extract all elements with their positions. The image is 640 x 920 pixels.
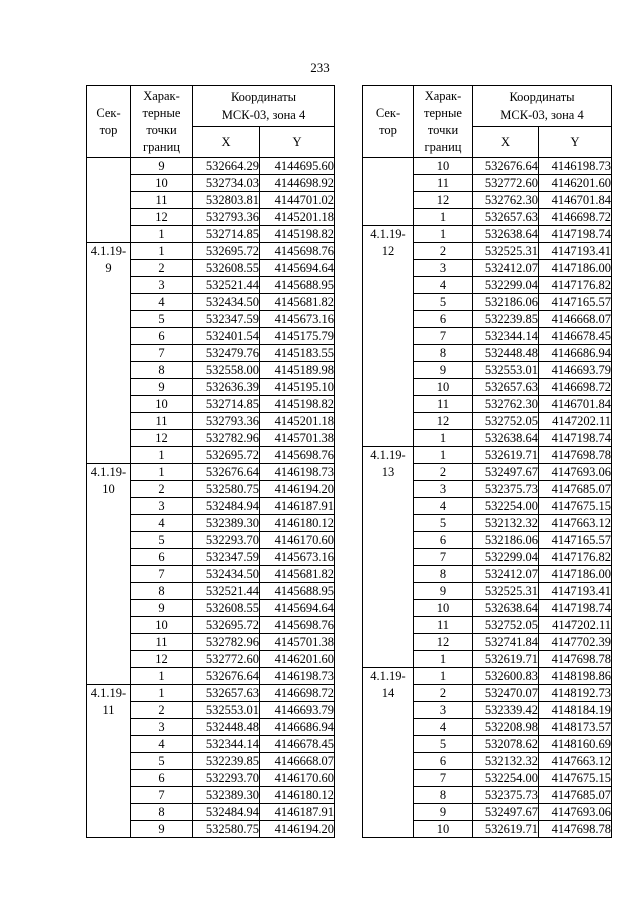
- point-number-cell: 11: [131, 413, 193, 430]
- sector-cell: [363, 226, 414, 447]
- y-coordinate-cell: 4146187.91: [260, 498, 335, 515]
- y-coordinate-cell: 4147193.41: [539, 583, 612, 600]
- point-number-cell: 11: [414, 175, 473, 192]
- x-coordinate-cell: 532695.72: [193, 447, 260, 464]
- y-coordinate-cell: 4147198.74: [539, 600, 612, 617]
- x-coordinate-cell: 532347.59: [193, 311, 260, 328]
- point-number-cell: 8: [131, 362, 193, 379]
- y-coordinate-cell: 4146693.79: [260, 702, 335, 719]
- sector-number: 11: [102, 703, 115, 717]
- coordinates-table-left: [86, 85, 335, 838]
- x-coordinate-cell: 532132.32: [473, 515, 539, 532]
- y-coordinate-cell: 4147698.78: [539, 447, 612, 464]
- x-coordinate-cell: 532608.55: [193, 260, 260, 277]
- point-number-cell: 2: [131, 260, 193, 277]
- y-coordinate-cell: 4147685.07: [539, 481, 612, 498]
- x-coordinate-cell: 532762.30: [473, 192, 539, 209]
- sector-number: 9: [105, 261, 112, 275]
- point-number-cell: 11: [131, 192, 193, 209]
- point-number-cell: 1: [414, 226, 473, 243]
- coordinates-table-right: [362, 85, 612, 838]
- x-coordinate-cell: 532782.96: [193, 634, 260, 651]
- y-coordinate-cell: 4146668.07: [539, 311, 612, 328]
- y-coordinate-cell: 4145175.79: [260, 328, 335, 345]
- x-coordinate-cell: 532782.96: [193, 430, 260, 447]
- x-coordinate-cell: 532580.75: [193, 821, 260, 838]
- y-coordinate-cell: 4146198.73: [260, 464, 335, 481]
- x-coordinate-cell: 532299.04: [473, 549, 539, 566]
- x-coordinate-cell: 532741.84: [473, 634, 539, 651]
- header-sector: Сек- тор: [87, 86, 131, 158]
- point-number-cell: 8: [131, 583, 193, 600]
- y-coordinate-cell: 4145673.16: [260, 549, 335, 566]
- x-coordinate-cell: 532434.50: [193, 294, 260, 311]
- point-number-cell: 3: [414, 481, 473, 498]
- point-number-cell: 5: [414, 736, 473, 753]
- x-coordinate-cell: 532254.00: [473, 770, 539, 787]
- point-number-cell: 1: [414, 209, 473, 226]
- point-number-cell: 3: [131, 498, 193, 515]
- table-row: [87, 243, 335, 260]
- x-coordinate-cell: 532525.31: [473, 583, 539, 600]
- header-coordinates: Координаты МСК-03, зона 4: [193, 86, 335, 127]
- y-coordinate-cell: 4146201.60: [539, 175, 612, 192]
- x-coordinate-cell: 532638.64: [473, 430, 539, 447]
- x-coordinate-cell: 532389.30: [193, 787, 260, 804]
- x-coordinate-cell: 532793.36: [193, 209, 260, 226]
- header-y: Y: [539, 127, 612, 158]
- point-number-cell: 3: [414, 260, 473, 277]
- x-coordinate-cell: 532186.06: [473, 532, 539, 549]
- header-sector: Сек- тор: [363, 86, 414, 158]
- y-coordinate-cell: 4147198.74: [539, 430, 612, 447]
- y-coordinate-cell: 4147693.06: [539, 804, 612, 821]
- y-coordinate-cell: 4145198.82: [260, 396, 335, 413]
- sector-code: 4.1.19-: [370, 448, 406, 462]
- point-number-cell: 1: [414, 430, 473, 447]
- x-coordinate-cell: 532299.04: [473, 277, 539, 294]
- point-number-cell: 6: [414, 753, 473, 770]
- point-number-cell: 10: [414, 821, 473, 838]
- point-number-cell: 4: [131, 294, 193, 311]
- x-coordinate-cell: 532657.63: [193, 685, 260, 702]
- point-number-cell: 9: [131, 379, 193, 396]
- sector-cell: [87, 464, 131, 685]
- sector-number: 13: [381, 465, 395, 479]
- sector-cell: [87, 243, 131, 464]
- point-number-cell: 9: [131, 821, 193, 838]
- y-coordinate-cell: 4147186.00: [539, 566, 612, 583]
- y-coordinate-cell: 4146686.94: [260, 719, 335, 736]
- x-coordinate-cell: 532293.70: [193, 770, 260, 787]
- sector-cell: [363, 668, 414, 838]
- y-coordinate-cell: 4146686.94: [539, 345, 612, 362]
- y-coordinate-cell: 4144695.60: [260, 158, 335, 175]
- point-number-cell: 10: [131, 617, 193, 634]
- table-row: [363, 447, 612, 464]
- sector-code: 4.1.19-: [90, 686, 127, 700]
- point-number-cell: 12: [131, 651, 193, 668]
- x-coordinate-cell: 532344.14: [193, 736, 260, 753]
- point-number-cell: 12: [414, 413, 473, 430]
- y-coordinate-cell: 4146701.84: [539, 396, 612, 413]
- x-coordinate-cell: 532714.85: [193, 396, 260, 413]
- y-coordinate-cell: 4146180.12: [260, 787, 335, 804]
- x-coordinate-cell: 532638.64: [473, 600, 539, 617]
- y-coordinate-cell: 4145201.18: [260, 209, 335, 226]
- sector-cell: [87, 158, 131, 243]
- header-boundary-points: Харак- терные точки границ: [131, 86, 193, 158]
- x-coordinate-cell: 532734.03: [193, 175, 260, 192]
- y-coordinate-cell: 4147165.57: [539, 532, 612, 549]
- x-coordinate-cell: 532553.01: [193, 702, 260, 719]
- y-coordinate-cell: 4145681.82: [260, 566, 335, 583]
- x-coordinate-cell: 532470.07: [473, 685, 539, 702]
- x-coordinate-cell: 532558.00: [193, 362, 260, 379]
- y-coordinate-cell: 4147675.15: [539, 770, 612, 787]
- x-coordinate-cell: 532714.85: [193, 226, 260, 243]
- y-coordinate-cell: 4147698.78: [539, 821, 612, 838]
- page-number: 233: [310, 60, 330, 75]
- y-coordinate-cell: 4148173.57: [539, 719, 612, 736]
- y-coordinate-cell: 4145694.64: [260, 600, 335, 617]
- table-row: [87, 685, 335, 702]
- header-y: Y: [260, 127, 335, 158]
- x-coordinate-cell: 532664.29: [193, 158, 260, 175]
- point-number-cell: 6: [131, 770, 193, 787]
- y-coordinate-cell: 4146693.79: [539, 362, 612, 379]
- point-number-cell: 6: [131, 549, 193, 566]
- x-coordinate-cell: 532580.75: [193, 481, 260, 498]
- y-coordinate-cell: 4148160.69: [539, 736, 612, 753]
- point-number-cell: 4: [414, 277, 473, 294]
- x-coordinate-cell: 532484.94: [193, 498, 260, 515]
- y-coordinate-cell: 4147675.15: [539, 498, 612, 515]
- x-coordinate-cell: 532208.98: [473, 719, 539, 736]
- x-coordinate-cell: 532619.71: [473, 821, 539, 838]
- point-number-cell: 12: [414, 634, 473, 651]
- point-number-cell: 10: [414, 379, 473, 396]
- point-number-cell: 10: [131, 175, 193, 192]
- point-number-cell: 1: [131, 243, 193, 260]
- y-coordinate-cell: 4146180.12: [260, 515, 335, 532]
- x-coordinate-cell: 532448.48: [193, 719, 260, 736]
- point-number-cell: 2: [414, 464, 473, 481]
- point-number-cell: 5: [414, 515, 473, 532]
- x-coordinate-cell: 532434.50: [193, 566, 260, 583]
- point-number-cell: 1: [131, 685, 193, 702]
- y-coordinate-cell: 4146698.72: [539, 379, 612, 396]
- point-number-cell: 8: [414, 345, 473, 362]
- y-coordinate-cell: 4147186.00: [539, 260, 612, 277]
- y-coordinate-cell: 4146698.72: [539, 209, 612, 226]
- sector-number: 14: [381, 686, 395, 700]
- x-coordinate-cell: 532608.55: [193, 600, 260, 617]
- point-number-cell: 7: [414, 549, 473, 566]
- point-number-cell: 12: [131, 209, 193, 226]
- point-number-cell: 4: [131, 515, 193, 532]
- point-number-cell: 4: [414, 498, 473, 515]
- y-coordinate-cell: 4146198.73: [539, 158, 612, 175]
- point-number-cell: 12: [131, 430, 193, 447]
- point-number-cell: 1: [414, 447, 473, 464]
- x-coordinate-cell: 532657.63: [473, 209, 539, 226]
- header-x: X: [193, 127, 260, 158]
- x-coordinate-cell: 532636.39: [193, 379, 260, 396]
- y-coordinate-cell: 4144701.02: [260, 192, 335, 209]
- x-coordinate-cell: 532619.71: [473, 651, 539, 668]
- x-coordinate-cell: 532347.59: [193, 549, 260, 566]
- x-coordinate-cell: 532412.07: [473, 260, 539, 277]
- point-number-cell: 10: [414, 158, 473, 175]
- x-coordinate-cell: 532401.54: [193, 328, 260, 345]
- x-coordinate-cell: 532521.44: [193, 583, 260, 600]
- y-coordinate-cell: 4146701.84: [539, 192, 612, 209]
- x-coordinate-cell: 532638.64: [473, 226, 539, 243]
- y-coordinate-cell: 4145189.98: [260, 362, 335, 379]
- x-coordinate-cell: 532339.42: [473, 702, 539, 719]
- x-coordinate-cell: 532344.14: [473, 328, 539, 345]
- y-coordinate-cell: 4145694.64: [260, 260, 335, 277]
- x-coordinate-cell: 532375.73: [473, 787, 539, 804]
- y-coordinate-cell: 4145201.18: [260, 413, 335, 430]
- y-coordinate-cell: 4146678.45: [539, 328, 612, 345]
- point-number-cell: 10: [131, 396, 193, 413]
- y-coordinate-cell: 4147663.12: [539, 515, 612, 532]
- point-number-cell: 7: [414, 770, 473, 787]
- x-coordinate-cell: 532772.60: [193, 651, 260, 668]
- point-number-cell: 7: [131, 345, 193, 362]
- point-number-cell: 8: [414, 787, 473, 804]
- y-coordinate-cell: 4145698.76: [260, 617, 335, 634]
- y-coordinate-cell: 4147202.11: [539, 413, 612, 430]
- point-number-cell: 3: [131, 719, 193, 736]
- y-coordinate-cell: 4147202.11: [539, 617, 612, 634]
- y-coordinate-cell: 4148198.86: [539, 668, 612, 685]
- point-number-cell: 9: [131, 600, 193, 617]
- header-x: X: [473, 127, 539, 158]
- x-coordinate-cell: 532793.36: [193, 413, 260, 430]
- point-number-cell: 1: [131, 668, 193, 685]
- x-coordinate-cell: 532239.85: [473, 311, 539, 328]
- y-coordinate-cell: 4146698.72: [260, 685, 335, 702]
- x-coordinate-cell: 532695.72: [193, 243, 260, 260]
- y-coordinate-cell: 4147165.57: [539, 294, 612, 311]
- y-coordinate-cell: 4147693.06: [539, 464, 612, 481]
- sector-cell: [363, 447, 414, 668]
- point-number-cell: 11: [414, 396, 473, 413]
- x-coordinate-cell: 532521.44: [193, 277, 260, 294]
- x-coordinate-cell: 532293.70: [193, 532, 260, 549]
- sector-cell: [87, 685, 131, 838]
- point-number-cell: 12: [414, 192, 473, 209]
- point-number-cell: 3: [131, 277, 193, 294]
- x-coordinate-cell: 532676.64: [193, 464, 260, 481]
- x-coordinate-cell: 532497.67: [473, 804, 539, 821]
- y-coordinate-cell: 4146187.91: [260, 804, 335, 821]
- point-number-cell: 5: [414, 294, 473, 311]
- y-coordinate-cell: 4147685.07: [539, 787, 612, 804]
- point-number-cell: 5: [131, 753, 193, 770]
- point-number-cell: 11: [414, 617, 473, 634]
- point-number-cell: 8: [414, 566, 473, 583]
- point-number-cell: 9: [414, 362, 473, 379]
- y-coordinate-cell: 4148192.73: [539, 685, 612, 702]
- sector-cell: [363, 158, 414, 226]
- y-coordinate-cell: 4146170.60: [260, 532, 335, 549]
- y-coordinate-cell: 4144698.92: [260, 175, 335, 192]
- x-coordinate-cell: 532676.64: [193, 668, 260, 685]
- x-coordinate-cell: 532695.72: [193, 617, 260, 634]
- sector-code: 4.1.19-: [90, 244, 127, 258]
- y-coordinate-cell: 4148184.19: [539, 702, 612, 719]
- point-number-cell: 6: [131, 328, 193, 345]
- x-coordinate-cell: 532676.64: [473, 158, 539, 175]
- point-number-cell: 4: [414, 719, 473, 736]
- x-coordinate-cell: 532078.62: [473, 736, 539, 753]
- y-coordinate-cell: 4146198.73: [260, 668, 335, 685]
- y-coordinate-cell: 4145698.76: [260, 447, 335, 464]
- x-coordinate-cell: 532752.05: [473, 413, 539, 430]
- point-number-cell: 9: [414, 583, 473, 600]
- y-coordinate-cell: 4145701.38: [260, 430, 335, 447]
- y-coordinate-cell: 4147702.39: [539, 634, 612, 651]
- x-coordinate-cell: 532186.06: [473, 294, 539, 311]
- point-number-cell: 1: [131, 447, 193, 464]
- point-number-cell: 7: [131, 787, 193, 804]
- y-coordinate-cell: 4147176.82: [539, 277, 612, 294]
- sector-code: 4.1.19-: [370, 227, 406, 241]
- sector-number: 10: [102, 482, 115, 496]
- point-number-cell: 9: [131, 158, 193, 175]
- x-coordinate-cell: 532484.94: [193, 804, 260, 821]
- x-coordinate-cell: 532389.30: [193, 515, 260, 532]
- point-number-cell: 2: [414, 685, 473, 702]
- x-coordinate-cell: 532762.30: [473, 396, 539, 413]
- header-boundary-points: Харак- терные точки границ: [414, 86, 473, 158]
- x-coordinate-cell: 532619.71: [473, 447, 539, 464]
- y-coordinate-cell: 4147198.74: [539, 226, 612, 243]
- point-number-cell: 6: [414, 532, 473, 549]
- x-coordinate-cell: 532254.00: [473, 498, 539, 515]
- y-coordinate-cell: 4146170.60: [260, 770, 335, 787]
- x-coordinate-cell: 532375.73: [473, 481, 539, 498]
- x-coordinate-cell: 532553.01: [473, 362, 539, 379]
- x-coordinate-cell: 532600.83: [473, 668, 539, 685]
- point-number-cell: 10: [414, 600, 473, 617]
- point-number-cell: 2: [414, 243, 473, 260]
- point-number-cell: 6: [414, 311, 473, 328]
- point-number-cell: 2: [131, 481, 193, 498]
- point-number-cell: 11: [131, 634, 193, 651]
- x-coordinate-cell: 532752.05: [473, 617, 539, 634]
- sector-code: 4.1.19-: [90, 465, 127, 479]
- x-coordinate-cell: 532803.81: [193, 192, 260, 209]
- y-coordinate-cell: 4145198.82: [260, 226, 335, 243]
- point-number-cell: 9: [414, 804, 473, 821]
- point-number-cell: 1: [131, 226, 193, 243]
- x-coordinate-cell: 532412.07: [473, 566, 539, 583]
- y-coordinate-cell: 4145195.10: [260, 379, 335, 396]
- x-coordinate-cell: 532525.31: [473, 243, 539, 260]
- point-number-cell: 2: [131, 702, 193, 719]
- point-number-cell: 1: [414, 668, 473, 685]
- point-number-cell: 5: [131, 311, 193, 328]
- x-coordinate-cell: 532479.76: [193, 345, 260, 362]
- y-coordinate-cell: 4146194.20: [260, 821, 335, 838]
- point-number-cell: 7: [414, 328, 473, 345]
- y-coordinate-cell: 4147663.12: [539, 753, 612, 770]
- y-coordinate-cell: 4147193.41: [539, 243, 612, 260]
- point-number-cell: 7: [131, 566, 193, 583]
- point-number-cell: 3: [414, 702, 473, 719]
- sector-number: 12: [381, 244, 395, 258]
- point-number-cell: 1: [131, 464, 193, 481]
- table-row: [363, 158, 612, 175]
- y-coordinate-cell: 4147698.78: [539, 651, 612, 668]
- y-coordinate-cell: 4145183.55: [260, 345, 335, 362]
- point-number-cell: 4: [131, 736, 193, 753]
- y-coordinate-cell: 4146678.45: [260, 736, 335, 753]
- y-coordinate-cell: 4145688.95: [260, 583, 335, 600]
- point-number-cell: 5: [131, 532, 193, 549]
- x-coordinate-cell: 532657.63: [473, 379, 539, 396]
- y-coordinate-cell: 4145681.82: [260, 294, 335, 311]
- y-coordinate-cell: 4145688.95: [260, 277, 335, 294]
- x-coordinate-cell: 532239.85: [193, 753, 260, 770]
- point-number-cell: 1: [414, 651, 473, 668]
- x-coordinate-cell: 532497.67: [473, 464, 539, 481]
- y-coordinate-cell: 4146201.60: [260, 651, 335, 668]
- x-coordinate-cell: 532772.60: [473, 175, 539, 192]
- y-coordinate-cell: 4145673.16: [260, 311, 335, 328]
- y-coordinate-cell: 4146194.20: [260, 481, 335, 498]
- y-coordinate-cell: 4147176.82: [539, 549, 612, 566]
- table-row: [363, 668, 612, 685]
- sector-code: 4.1.19-: [370, 669, 406, 683]
- x-coordinate-cell: 532448.48: [473, 345, 539, 362]
- header-coordinates: Координаты МСК-03, зона 4: [473, 86, 612, 127]
- y-coordinate-cell: 4145701.38: [260, 634, 335, 651]
- y-coordinate-cell: 4145698.76: [260, 243, 335, 260]
- x-coordinate-cell: 532132.32: [473, 753, 539, 770]
- table-row: [363, 226, 612, 243]
- point-number-cell: 8: [131, 804, 193, 821]
- y-coordinate-cell: 4146668.07: [260, 753, 335, 770]
- table-row: [87, 464, 335, 481]
- table-row: [87, 158, 335, 175]
